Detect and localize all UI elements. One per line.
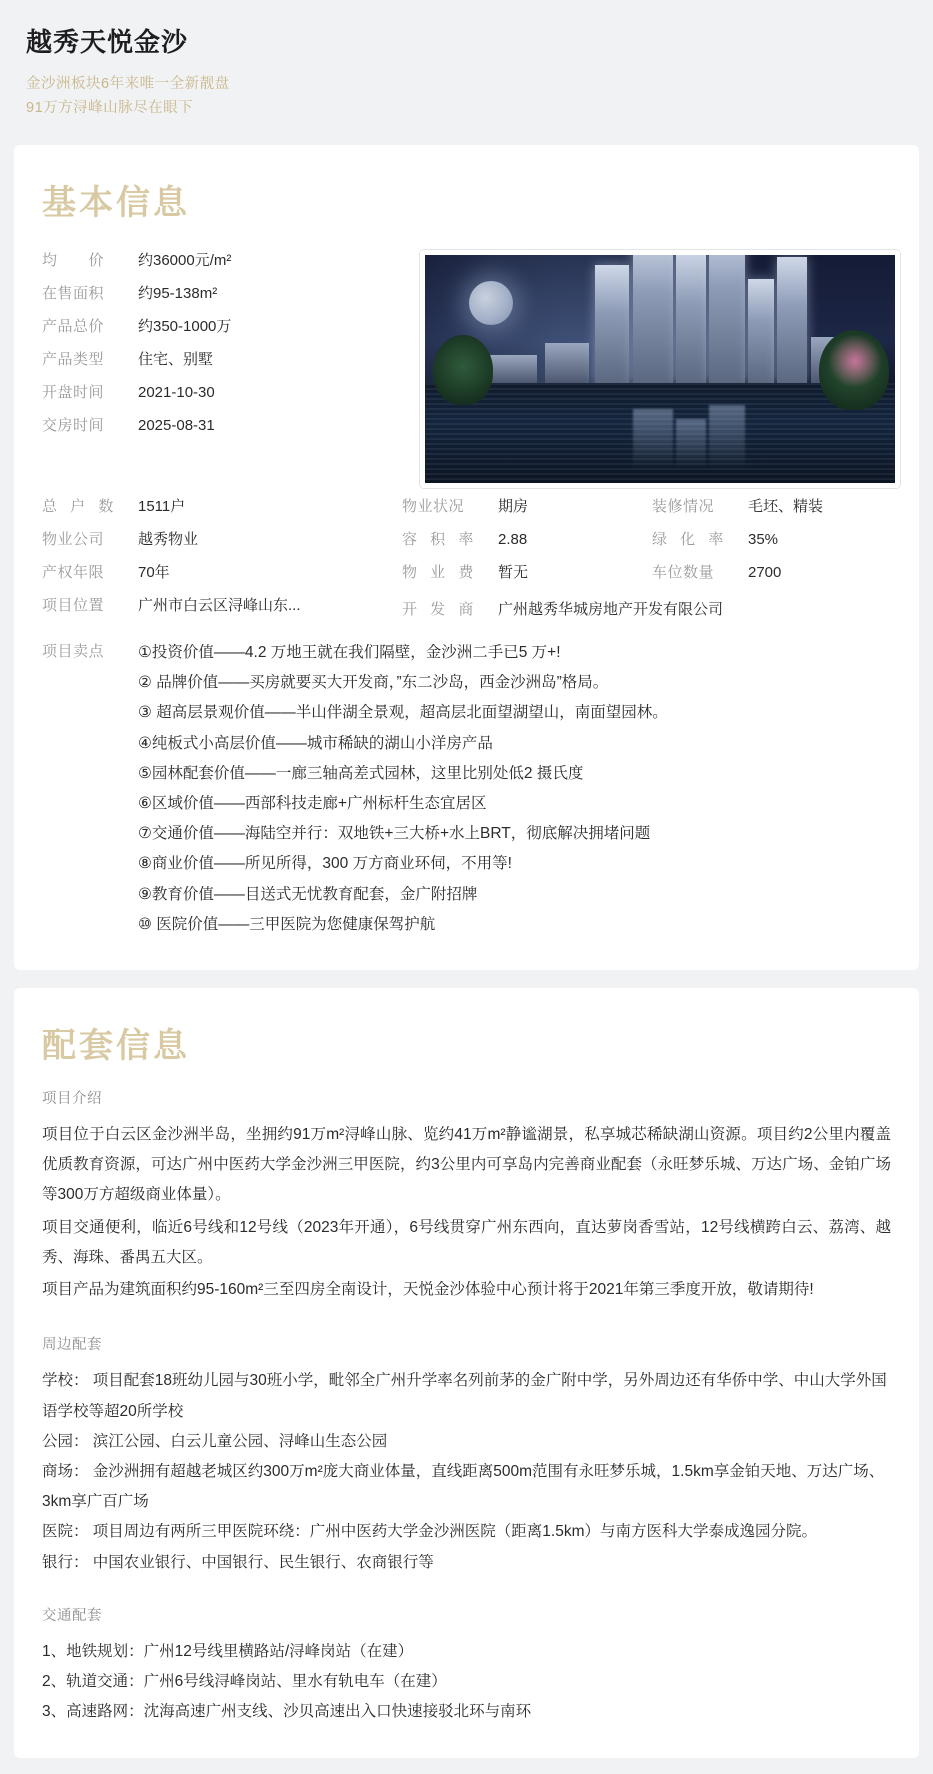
spec-label: 在售面积 (42, 284, 105, 302)
spec-list (42, 244, 402, 442)
spec-label: 均 价 (42, 251, 105, 269)
spec-value: 广州市白云区浔峰山东... (138, 596, 301, 614)
spec-value: 35% (748, 530, 779, 548)
spec-row (42, 523, 402, 556)
spec-row (402, 556, 652, 589)
spec-label: 总 户 数 (42, 497, 118, 515)
spec-label: 装修情况 (652, 497, 715, 515)
selling-point-item: ③ 超高层景观价值——半山伴湖全景观，超高层北面望湖望山，南面望园林。 (138, 704, 668, 722)
spec-value: 2700 (748, 563, 782, 581)
spec-row (402, 523, 652, 556)
selling-point-item: ⑤园林配套价值——一廊三轴高差式园林，这里比别处低2 摄氏度 (138, 764, 584, 782)
spec-row (42, 310, 402, 343)
spec-value: 1511户 (138, 497, 186, 515)
spec-value: 70年 (138, 563, 170, 581)
spec-row (652, 523, 891, 556)
building-lowrise (545, 343, 589, 383)
basic-info-title: 基本信息 (42, 183, 190, 222)
selling-points (42, 638, 891, 940)
spec-label: 产品总价 (42, 317, 105, 335)
spec-row (42, 376, 402, 409)
spec-row (42, 277, 402, 310)
spec-row (42, 556, 402, 589)
spec-label: 物业公司 (42, 530, 105, 548)
transport-label: 交通配套 (42, 1607, 102, 1624)
spec-value: 2021-10-30 (138, 383, 215, 401)
spec-value: 2.88 (498, 530, 528, 548)
page-title: 越秀天悦金沙 (26, 27, 189, 57)
selling-point-item: ④纯板式小高层价值——城市稀缺的湖山小洋房产品 (138, 734, 493, 752)
page-header (0, 0, 933, 135)
selling-points-label: 项目卖点 (42, 642, 105, 660)
project-hero-image (420, 250, 900, 488)
around-label: 周边配套 (42, 1337, 102, 1354)
spec-label: 开 发 商 (402, 600, 478, 618)
intro-paragraph: 项目位于白云区金沙洲半岛，坐拥约91万m²浔峰山脉、览约41万m²静谧湖景，私享城芯稀缺湖山资源。项目约2公里内覆盖优质教育资源，可达广州中医药大学金沙洲三甲医院，约3公里内可享岛内完善商业配套（永旺梦乐城、万达广场、金铂广场等300万方超级商业体量）。 (42, 1126, 891, 1204)
spacer (42, 1578, 891, 1600)
stat-grid (42, 490, 891, 628)
around-item: 银行： 中国农业银行、中国银行、民生银行、农商银行等 (42, 1553, 434, 1571)
spec-label: 容 积 率 (402, 530, 478, 548)
intro-paragraph: 项目产品为建筑面积约95-160m²三至四房全南设计，天悦金沙体验中心预计将于2021年第三季度开放，敬请期待! (42, 1281, 814, 1299)
selling-point-item: ⑦交通价值——海陆空并行：双地铁+三大桥+水上BRT，彻底解决拥堵问题 (138, 825, 651, 843)
spec-row (652, 556, 891, 589)
building-tower (676, 251, 706, 383)
tagline-line-1: 金沙洲板块6年来唯一全新靓盘 (26, 76, 230, 92)
tagline-line-2: 91万方浔峰山脉尽在眼下 (26, 99, 194, 116)
spec-label: 绿 化 率 (652, 530, 728, 548)
spec-value: 毛坯、精装 (748, 497, 824, 515)
spec-value: 约36000元/m² (138, 251, 232, 269)
tree (433, 335, 493, 405)
basic-info-card (14, 145, 919, 970)
spec-value: 暂无 (498, 563, 529, 581)
spec-row (42, 343, 402, 376)
spacer (42, 1307, 891, 1329)
selling-point-item: ①投资价值——4.2 万地王就在我们隔壁，金沙洲二手已5 万+! (138, 643, 561, 661)
intro-label: 项目介绍 (42, 1091, 102, 1108)
around-item: 医院： 项目周边有两所三甲医院环绕：广州中医药大学金沙洲医院（距离1.5km）与南方医科大学泰成逸园分院。 (42, 1523, 818, 1541)
selling-points-list (138, 638, 891, 940)
spec-row (42, 244, 402, 277)
selling-point-item: ⑥区域价值——西部科技走廊+广州标杆生态宜居区 (138, 794, 487, 812)
spec-row (402, 490, 652, 523)
selling-point-item: ⑩ 医院价值——三甲医院为您健康保驾护航 (138, 915, 436, 933)
spec-row (42, 409, 402, 442)
building-tower (748, 279, 774, 383)
spec-value: 越秀物业 (138, 530, 199, 548)
building-tower (709, 250, 745, 383)
spec-row-developer (402, 589, 891, 628)
facilities-title: 配套信息 (42, 1027, 190, 1066)
spec-label: 产品类型 (42, 350, 105, 368)
around-item: 学校： 项目配套18班幼儿园与30班小学，毗邻全广州升学率名列前茅的金广附中学，另外周边还有华侨中学、中山大学外国语学校等超20所学校 (42, 1372, 887, 1420)
spec-value: 约95-138m² (138, 284, 218, 302)
spec-value: 2025-08-31 (138, 416, 215, 434)
spec-label: 物 业 费 (402, 563, 478, 581)
selling-point-item: ② 品牌价值——买房就要买大开发商，”东二沙岛，西金沙洲岛”格局。 (138, 674, 609, 692)
spec-row (42, 490, 402, 523)
transport-item: 2、轨道交通：广州6号线浔峰岗站、里水有轨电车（在建） (42, 1673, 447, 1691)
spec-value: 广州越秀华城房地产开发有限公司 (498, 600, 724, 618)
intro-paragraph: 项目交通便利，临近6号线和12号线（2023年开通），6号线贯穿广州东西向，直达萝岗香雪站，12号线横跨白云、荔湾、越秀、海珠、番禺五大区。 (42, 1218, 891, 1266)
hero-image-wrap (420, 244, 900, 488)
spec-value: 期房 (498, 497, 529, 515)
spec-label: 物业状况 (402, 497, 465, 515)
spec-row (652, 490, 891, 523)
spec-label: 产权年限 (42, 563, 105, 581)
spec-row-location (42, 589, 402, 628)
building-tower (633, 250, 673, 383)
selling-point-item: ⑨教育价值——目送式无忧教育配套，金广附招牌 (138, 885, 478, 903)
around-item: 公园： 滨江公园、白云儿童公园、浔峰山生态公园 (42, 1432, 388, 1450)
facilities-card (14, 988, 919, 1758)
around-item: 商场： 金沙洲拥有超越老城区约300万m²庞大商业体量，直线距离500m范围有永旺梦乐城，1.5km享金铂天地、万达广场、3km享广百广场 (42, 1463, 885, 1511)
moon-icon (469, 281, 513, 325)
basic-info-top (42, 244, 891, 488)
spec-label: 车位数量 (652, 563, 715, 581)
spec-label: 项目位置 (42, 596, 105, 614)
transport-item: 3、高速路网：沈海高速广州支线、沙贝高速出入口快速接驳北环与南环 (42, 1703, 532, 1721)
building-tower (595, 265, 629, 383)
water-ripples (425, 383, 895, 483)
transport-item: 1、地铁规划：广州12号线里横路站/浔峰岗站（在建） (42, 1642, 414, 1660)
spec-label: 交房时间 (42, 416, 105, 434)
spec-label: 开盘时间 (42, 383, 105, 401)
spec-value: 住宅、别墅 (138, 350, 214, 368)
blossom (827, 335, 883, 387)
spec-value: 约350-1000万 (138, 317, 232, 335)
selling-point-item: ⑧商业价值——所见所得，300 万方商业环伺，不用等! (138, 855, 512, 873)
building-tower (777, 257, 807, 383)
